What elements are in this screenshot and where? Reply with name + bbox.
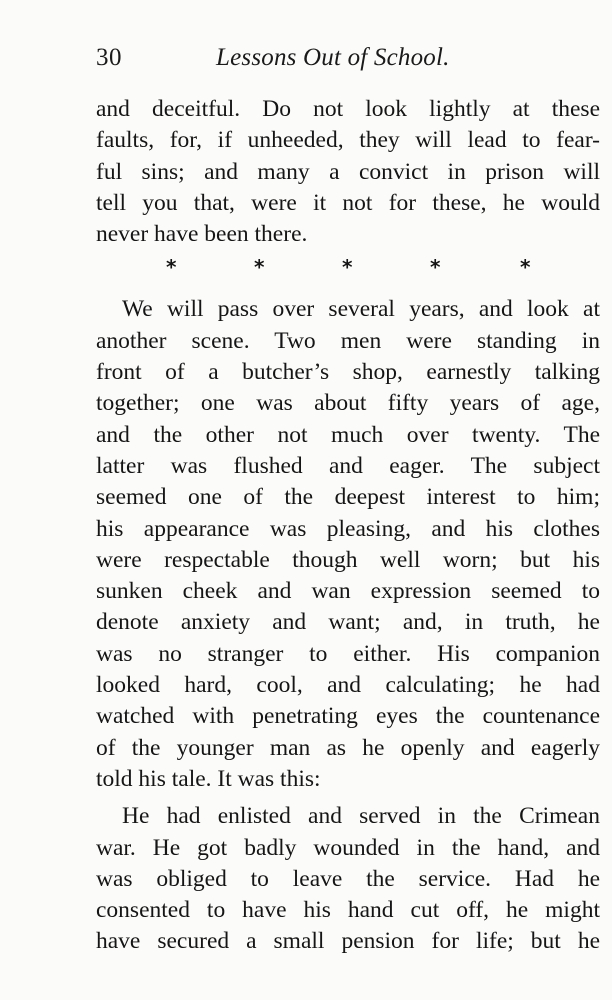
text-line: and the other not much over twenty. The xyxy=(96,421,600,448)
text-line: together; one was about fifty years of age, xyxy=(96,390,600,417)
text-line: have secured a small pension for life; but he xyxy=(96,928,600,955)
text-line: told his tale. It was this: xyxy=(96,765,321,792)
running-title: Lessons Out of School. xyxy=(216,44,450,71)
paragraph xyxy=(96,294,600,795)
text-line: ful sins; and many a convict in prison will xyxy=(96,158,600,185)
text-line: looked hard, cool, and calculating; he had xyxy=(96,672,600,699)
paragraph xyxy=(96,801,600,957)
text-line: of the younger man as he openly and eagerly xyxy=(96,734,600,761)
body-text xyxy=(96,94,600,958)
text-line: denote anxiety and want; and, in truth, he xyxy=(96,609,600,636)
separator-star: * xyxy=(430,255,441,280)
section-separator xyxy=(96,250,600,294)
text-line: was no stranger to either. His companion xyxy=(96,640,600,667)
text-line: tell you that, were it not for these, he would xyxy=(96,189,600,216)
page-header xyxy=(96,44,576,84)
text-line: was obliged to leave the service. Had he xyxy=(96,865,600,892)
text-line: war. He got badly wounded in the hand, and xyxy=(96,834,600,861)
text-line: latter was flushed and eager. The subject xyxy=(96,452,600,479)
text-line: faults, for, if unheeded, they will lead to fear- xyxy=(96,127,600,154)
text-line: and deceitful. Do not look lightly at these xyxy=(96,96,600,122)
text-line: front of a butcher’s shop, earnestly talking xyxy=(96,359,600,386)
text-line: were respectable though well worn; but his xyxy=(96,546,600,573)
text-line: watched with penetrating eyes the countenance xyxy=(96,703,600,730)
text-line: consented to have his hand cut off, he might xyxy=(96,897,600,924)
text-line: another scene. Two men were standing in xyxy=(96,327,600,354)
text-line: his appearance was pleasing, and his clothes xyxy=(96,515,600,542)
text-line: seemed one of the deepest interest to him; xyxy=(96,484,600,511)
page-number: 30 xyxy=(96,44,122,71)
separator-star: * xyxy=(254,255,265,280)
separator-star: * xyxy=(166,255,177,280)
text-line: We will pass over several years, and look at xyxy=(122,296,600,323)
paragraph xyxy=(96,94,600,250)
text-line: sunken cheek and wan expression seemed to xyxy=(96,578,600,605)
text-line: never have been there. xyxy=(96,221,308,248)
separator-star: * xyxy=(520,255,531,280)
text-line: He had enlisted and served in the Crimean xyxy=(122,803,600,830)
separator-star: * xyxy=(342,255,353,280)
